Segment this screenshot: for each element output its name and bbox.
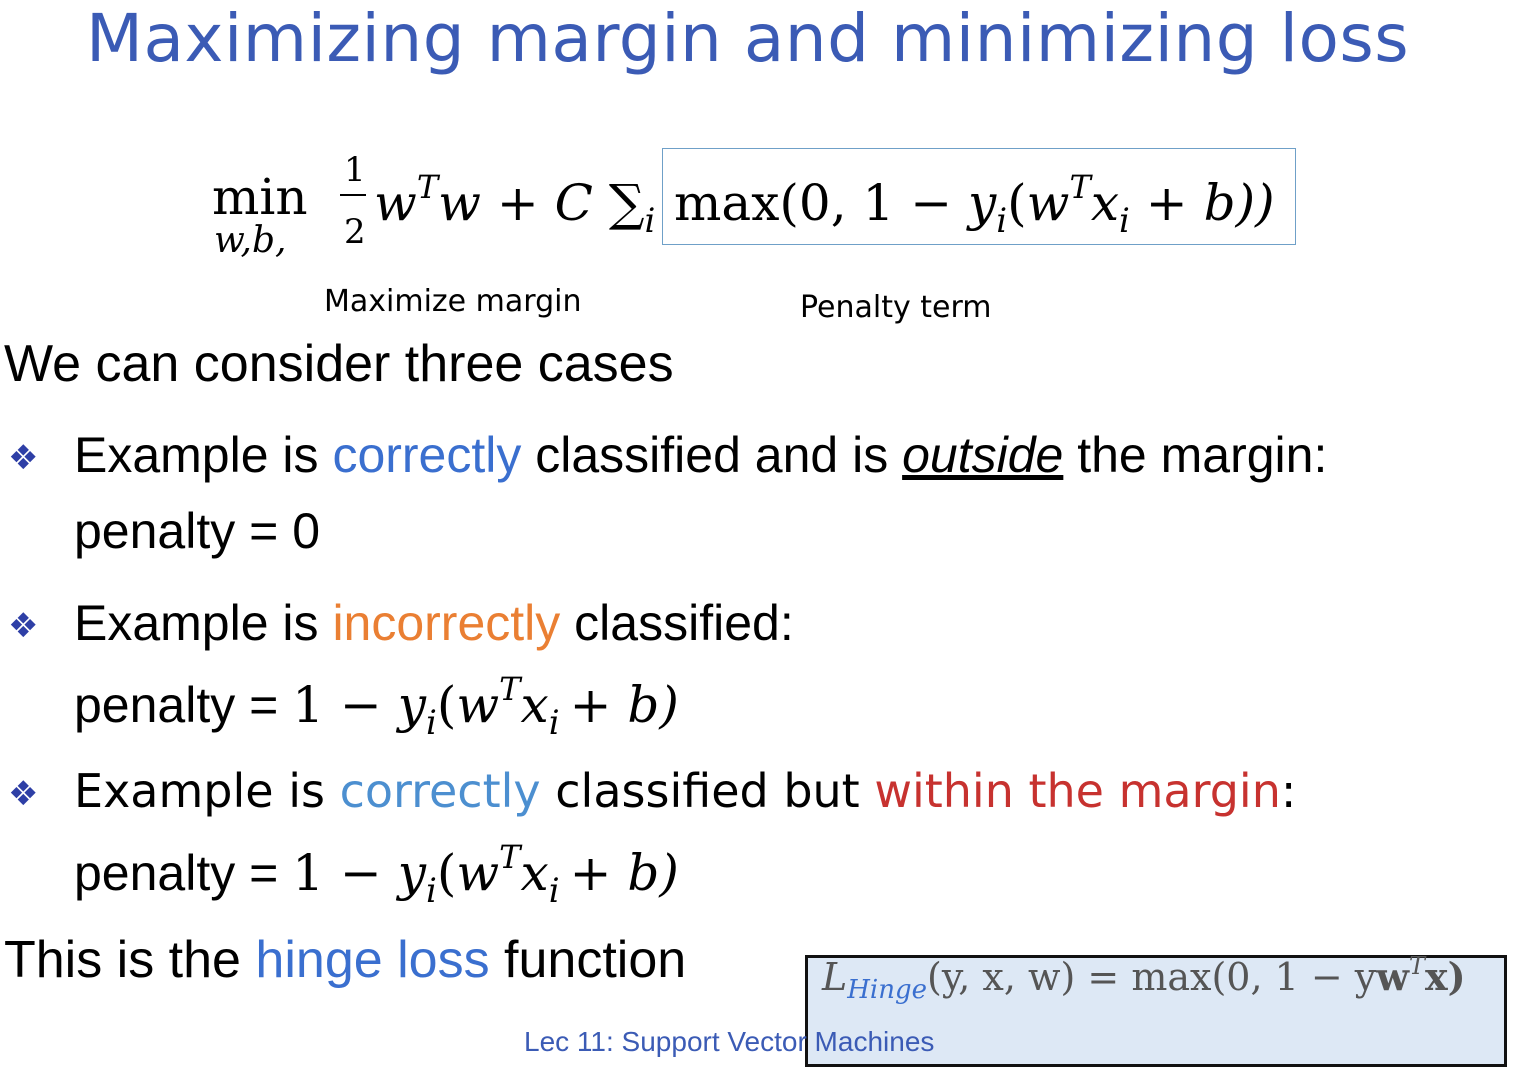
min-operator: min [212, 168, 308, 226]
penalty-term-formula: max(0, $1 - y_i(w^Tx_i + b)$) [674, 168, 1275, 241]
bullet-diamond-icon: ❖ [8, 439, 39, 477]
case-3-line: Example is correctly classified but within the margin: [74, 764, 1297, 818]
fraction-denominator: 2 [344, 212, 366, 252]
hinge-loss-conclusion: This is the hinge loss function [4, 931, 687, 989]
hinge-formula: $L_{Hinge}(y$, x, w) = max(0, $1 - yw^Tx$) [822, 952, 1466, 1005]
slide-footer: Lec 11: Support Vector Machines [524, 1026, 935, 1057]
slide-title: Maximizing margin and minimizing loss [86, 0, 1410, 77]
case-3-penalty: penalty = $1 - y_i(w^Tx_i + b)$ [74, 838, 679, 911]
case-1-line: Example is correctly classified and is outside the margin: [74, 427, 1328, 483]
bullet-diamond-icon: ❖ [8, 607, 39, 645]
case-2-line: Example is incorrectly classified: [74, 595, 794, 651]
case-1-penalty: penalty = 0 [74, 503, 321, 559]
min-subscript: w,b, [214, 220, 287, 261]
cases-intro: We can consider three cases [4, 335, 674, 393]
regularizer-term: $w^Tw + C$ $\sum_i$ [374, 168, 656, 241]
bullet-diamond-icon: ❖ [8, 775, 39, 813]
penalty-term-caption: Penalty term [800, 290, 992, 325]
maximize-margin-caption: Maximize margin [324, 284, 582, 319]
fraction-bar [340, 194, 366, 196]
fraction-numerator: 1 [344, 150, 366, 190]
case-2-penalty: penalty = $1 - y_i(w^Tx_i + b)$ [74, 670, 679, 743]
